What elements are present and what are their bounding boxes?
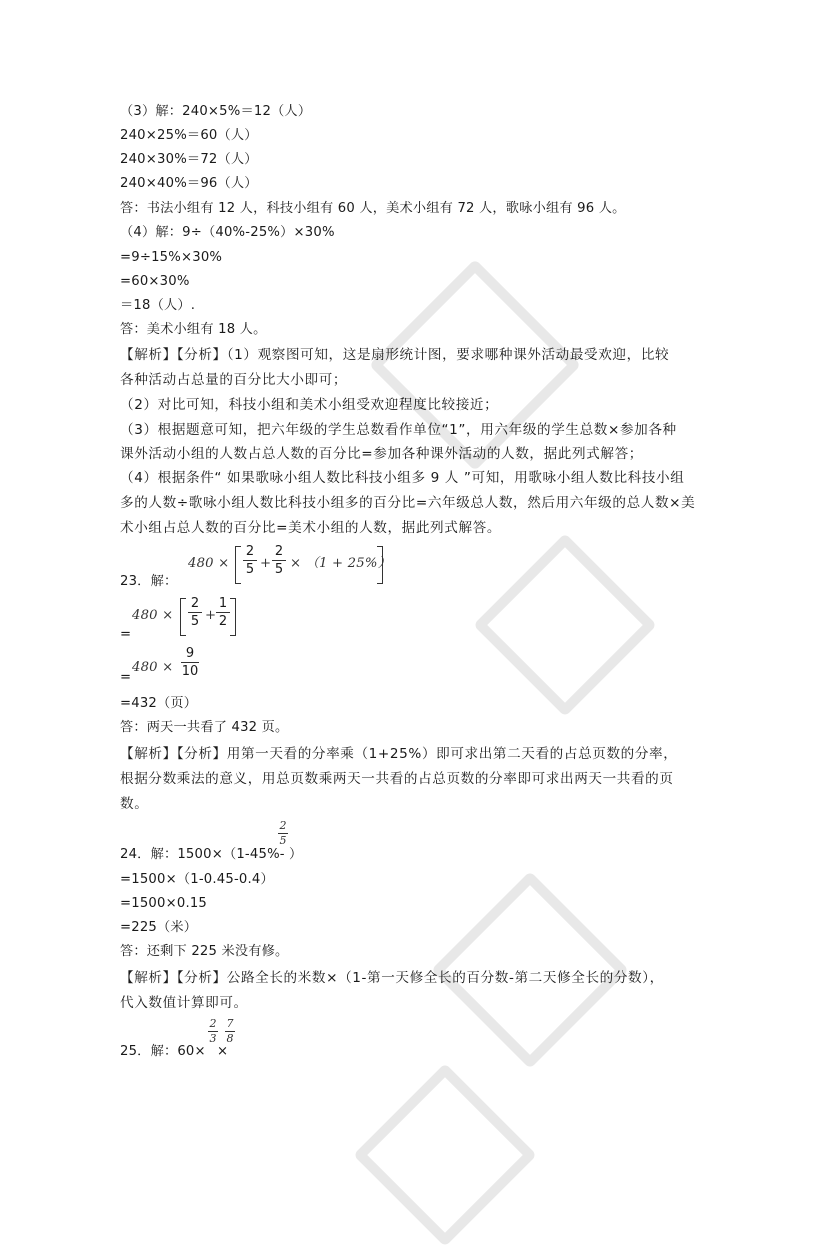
answer-line: 答：书法小组有 12 人，科技小组有 60 人，美术小组有 72 人，歌咏小组有 96 人。 [120, 201, 626, 216]
answer-line: 答：美术小组有 18 人。 [120, 322, 267, 337]
text-line: =1500×0.15 [120, 896, 208, 911]
fraction: 2 5 [279, 819, 287, 847]
analysis-line: （3）根据题意可知，把六年级的学生总数看作单位“1”，用六年级的学生总数×参加各种 [120, 422, 677, 438]
analysis-line: 【解析】【分析】公路全长的米数×（1-第一天修全长的百分数-第二天修全长的分数）， [120, 970, 664, 986]
analysis-line: 数。 [120, 796, 149, 812]
text-line: =9÷15%×30% [120, 250, 223, 265]
analysis-line: 多的人数÷歌咏小组人数比科技小组多的百分比=六年级总人数，然后用六年级的总人数×美 [120, 495, 696, 511]
text-line: （4）解：9÷（40%-25%）×30% [120, 225, 335, 240]
text-line: 240×30%＝72（人） [120, 152, 258, 167]
text-line: =1500×（1-0.45-0.4） [120, 872, 274, 887]
text-line: =432（页） [120, 696, 198, 711]
answer-line: 答：两天一共看了 432 页。 [120, 720, 289, 735]
analysis-line: 术小组占总人数的百分比=美术小组的人数，据此列式解答。 [120, 520, 502, 536]
fraction: 7 8 [226, 1017, 234, 1045]
text-line: =60×30% [120, 274, 190, 289]
analysis-line: 根据分数乘法的意义，用总页数乘两天一共看的占总页数的分率即可求出两天一共看的页 [120, 771, 674, 787]
text-line: ＝18（人）. [120, 298, 196, 313]
close-paren: ） [289, 847, 303, 862]
fraction: 2 3 [209, 1017, 217, 1045]
text-line: （3）解：240×5%＝12（人） [120, 104, 312, 119]
watermark [353, 1063, 537, 1247]
document-page: （3）解：240×5%＝12（人） 240×25%＝60（人） 240×30%＝72（人） 240×40%＝96（人） 答：书法小组有 12 人，科技小组有 60 人，美术小组有 72 人，歌咏小组有 96 人。 （4）解：9÷（40%-25%）×30% =9÷15%×30% =60×30% ＝18（人）. 答：美术小组有 18 人。 【解析】【分析】（1）观察图可知，这是扇形统计图，要求哪种课外活动最受欢迎，比较 各种活动占总量的百分比大小即可； （2）对比可知，科技小组和美术小组受欢迎程度比较接近； （3）根据题意可知，把六年级的学生总数看作单位“1”，用六年级的学生总数×参加各种 课外活动小组的人数占总人数的百分比=参加各种课外活动的人数，据此列式解答； （4）根据条件“ 如果歌咏小组人数比科技小组多 9 人 ”可知，用歌咏小组人数比科技小组 多的人数÷歌咏小组人数比科技小组多的百分比=六年级总人数，然后用六年级的总人数×美 术小组占总人数的百分比=美术小组的人数，据此列式解答。 23．解： 480 × 2 5 + 2 5 × （1 + 25%） = 480 × 2 5 + 1 2 = 480 × 9 10 =432（页） 答：两天一共看了 432 页。 【解析】【分析】用第一天看的分率乘（1+25%）即可求出第二天看的占总页数的分率， 根据分数乘法的意义，用总页数乘两天一共看的占总页数的分率即可求出两天一共看的页 数。 24．解：1500×（1-45%- 2 5 ） =1500×（1-0.45-0.4） =1500×0.15 =225（米） 答：还剩下 225 米没有修。 【解析】【分析】公路全长的米数×（1-第一天修全长的百分数-第二天修全长的分数）， 代入数值计算即可。 25．解：60× 2 3 × 7 8 [0, 0, 830, 1174]
analysis-line: （2）对比可知，科技小组和美术小组受欢迎程度比较接近； [120, 397, 499, 413]
question-line: 25．解：60× [120, 1044, 206, 1059]
analysis-line: 【解析】【分析】（1）观察图可知，这是扇形统计图，要求哪种课外活动最受欢迎，比较 [120, 347, 670, 363]
text-line: 240×25%＝60（人） [120, 128, 258, 143]
analysis-line: （4）根据条件“ 如果歌咏小组人数比科技小组多 9 人 ”可知，用歌咏小组人数比科技小组 [120, 470, 685, 486]
text-line: =225（米） [120, 920, 198, 935]
analysis-line: 课外活动小组的人数占总人数的百分比=参加各种课外活动的人数，据此列式解答； [120, 446, 643, 462]
answer-line: 答：还剩下 225 米没有修。 [120, 944, 289, 959]
watermark [473, 533, 657, 717]
text-line: 240×40%＝96（人） [120, 176, 258, 191]
analysis-line: 代入数值计算即可。 [120, 995, 248, 1011]
analysis-line: 各种活动占总量的百分比大小即可； [120, 372, 348, 388]
analysis-line: 【解析】【分析】用第一天看的分率乘（1+25%）即可求出第二天看的占总页数的分率， [120, 746, 678, 762]
times-sign: × [217, 1044, 229, 1059]
question-number: 23．解： [120, 574, 178, 589]
question-line: 24．解：1500×（1-45%- [120, 847, 285, 862]
equals-sign: = [120, 670, 132, 685]
equals-sign: = [120, 627, 132, 642]
